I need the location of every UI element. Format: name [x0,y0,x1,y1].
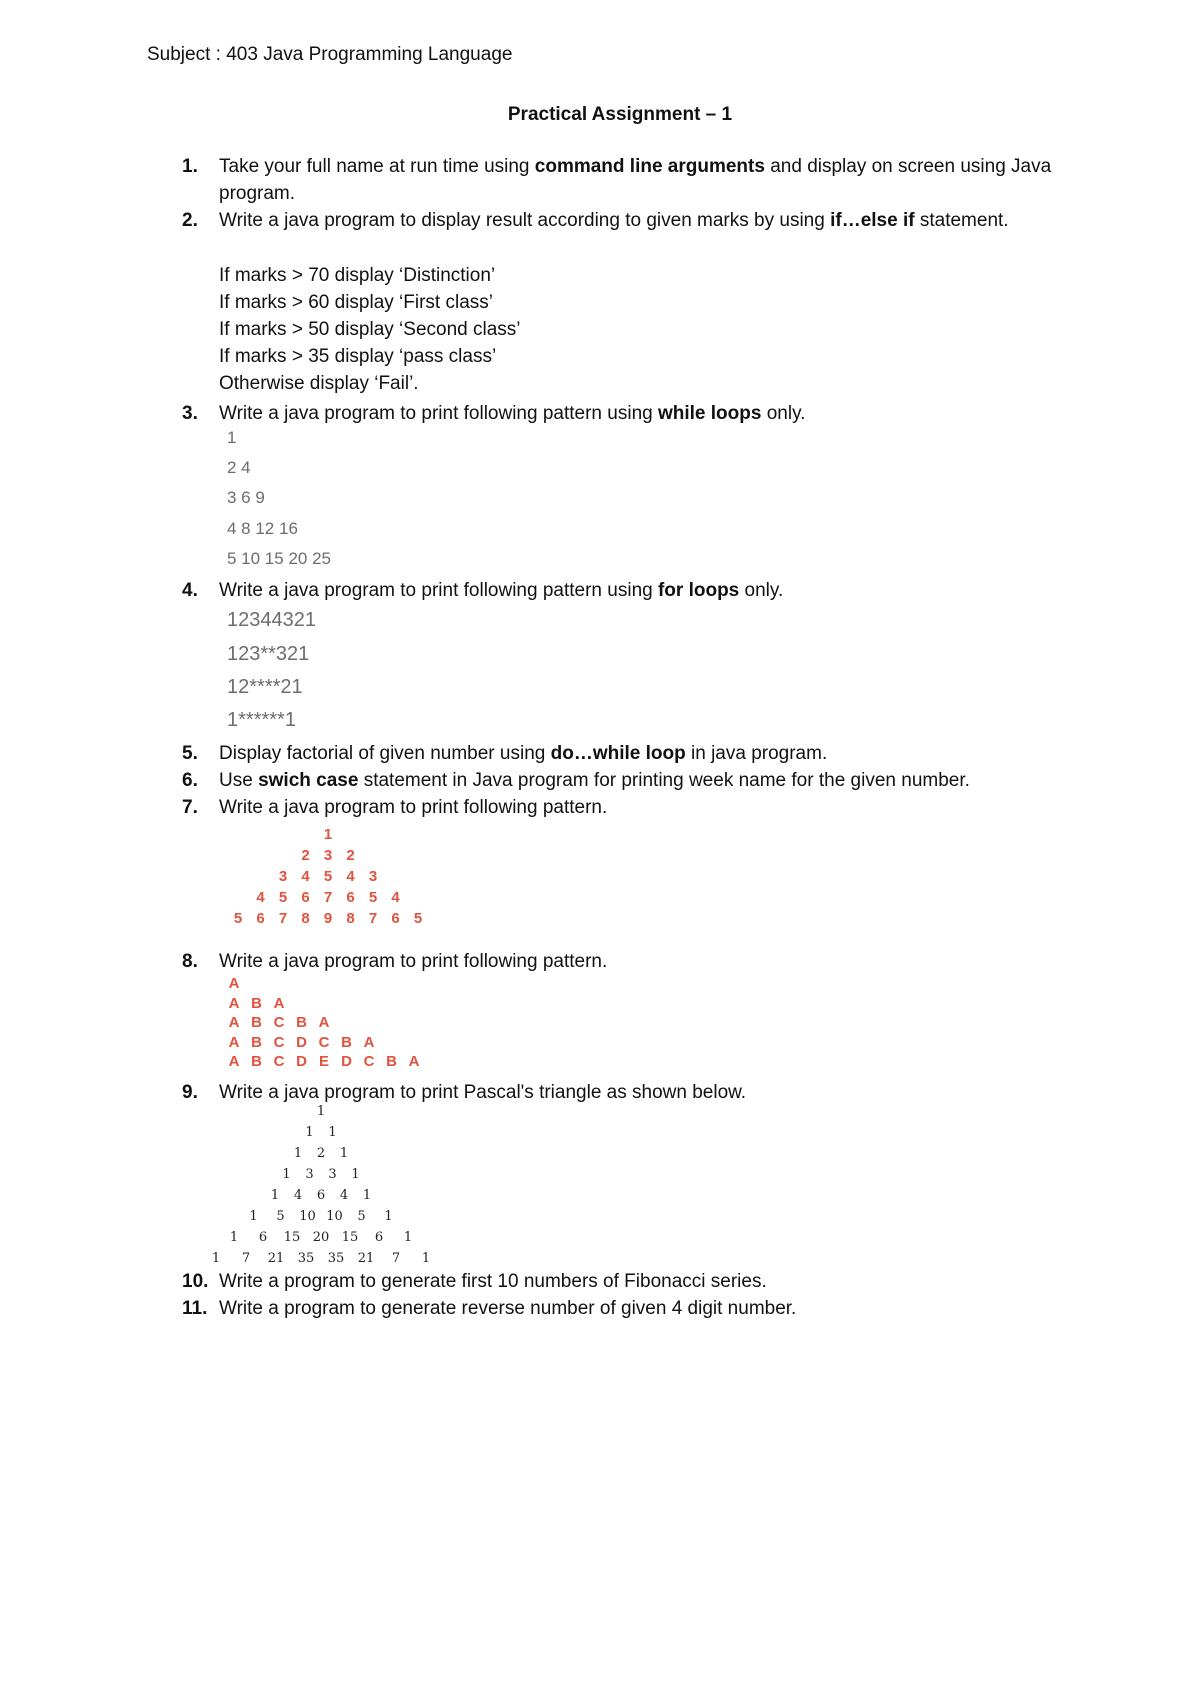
pattern-line: 4 8 12 16 [227,519,298,538]
pattern-line: 1 [227,428,237,447]
pascal-number: 6 [374,1230,384,1245]
pascal-number: 5 [357,1209,366,1224]
pyramid-number: 6 [391,910,400,927]
pyramid-number: 5 [233,910,243,927]
question-text: Display factorial of given number using do…while loop in java program. [219,743,828,764]
pascal-number: 7 [241,1251,251,1266]
pascal-number: 1 [339,1146,349,1161]
pascal-number: 1 [282,1167,291,1182]
pyramid-letter: A [273,994,285,1012]
pascal-number: 1 [421,1251,431,1266]
question-number: 3. [182,403,198,424]
pattern-line: 3 6 9 [227,488,265,507]
pascal-number: 1 [316,1104,326,1119]
pyramid-number: 8 [346,910,355,927]
pyramid-number: 7 [278,910,288,927]
pyramid-letter: B [251,1033,262,1051]
pattern-line: 123**321 [227,643,310,665]
pyramid-number: 7 [368,910,378,927]
pascal-number: 6 [316,1188,326,1203]
question-text: Write a java program to print following pattern. [219,951,608,972]
pyramid-number: 2 [346,847,355,864]
pascal-number: 1 [328,1125,337,1140]
pyramid-letter: D [341,1053,352,1070]
page-title: Practical Assignment – 1 [507,104,733,125]
pyramid-number: 3 [368,868,378,885]
pyramid-number: 4 [346,868,355,885]
condition-line: If marks > 50 display ‘Second class’ [219,319,521,340]
pyramid-number: 5 [368,889,378,906]
question-number: 7. [182,797,198,818]
pyramid-letter: A [228,994,240,1012]
pyramid-letter: D [296,1053,307,1070]
pyramid-number: 5 [323,868,333,885]
pattern-line: 2 4 [227,458,251,477]
condition-line: If marks > 35 display ‘pass class’ [219,346,497,367]
pyramid-number: 4 [301,868,310,885]
pyramid-letter: B [386,1053,397,1070]
pyramid-letter: C [318,1033,330,1051]
condition-line: If marks > 70 display ‘Distinction’ [219,265,496,286]
subject-line: Subject : 403 Java Programming Language [147,44,513,65]
pascal-number: 3 [305,1167,314,1182]
question-text: Take your full name at run time using command line arguments and display on screen using Java program. [219,156,1052,204]
pascal-number: 21 [357,1251,375,1266]
pyramid-letter: A [408,1053,420,1070]
pyramid-letter: C [273,1033,285,1051]
pyramid-number: 6 [256,910,265,927]
pascal-number: 20 [312,1230,330,1245]
pascal-number: 35 [297,1251,315,1266]
pascal-number: 1 [362,1188,372,1203]
pascal-number: 1 [270,1188,280,1203]
pyramid-letter: D [296,1033,307,1051]
pyramid-number: 1 [323,826,333,843]
pattern-line: 12****21 [227,676,303,698]
question-text: Write a java program to print following pattern. [219,797,608,818]
pyramid-number: 2 [301,847,310,864]
pyramid-letter: A [318,1014,330,1031]
pascal-number: 1 [229,1230,239,1245]
pascal-number: 1 [351,1167,360,1182]
question-text: Write a program to generate reverse number of given 4 digit number. [219,1298,797,1319]
pascal-number: 3 [328,1167,337,1182]
question-number: 6. [182,770,198,791]
pyramid-letter: B [296,1014,307,1031]
pascal-number: 1 [293,1146,303,1161]
pattern-line: 1******1 [227,709,296,731]
question-number: 10. [182,1271,209,1292]
question-number: 9. [182,1082,198,1103]
pascal-number: 15 [341,1230,359,1245]
pyramid-number: 8 [301,910,310,927]
pyramid-number: 3 [323,847,333,864]
pyramid-number: 5 [413,910,423,927]
question-text: Use swich case statement in Java program for printing week name for the given number. [219,770,970,791]
pyramid-letter: B [251,994,262,1012]
pascal-number: 4 [339,1188,349,1203]
pascal-number: 1 [384,1209,393,1224]
pascal-number: 21 [267,1251,285,1266]
pyramid-number: 4 [391,889,400,906]
question-number: 5. [182,743,198,764]
pyramid-number: 4 [256,889,265,906]
pyramid-letter: C [273,1053,285,1070]
condition-line: If marks > 60 display ‘First class’ [219,292,493,313]
question-text: Write a java program to print following pattern using for loops only. [219,580,784,601]
pascal-number: 1 [211,1251,221,1266]
pyramid-letter: A [228,1053,240,1070]
pascal-number: 15 [283,1230,301,1245]
question-number: 2. [182,210,198,231]
question-number: 8. [182,951,198,972]
pyramid-letter: C [363,1053,375,1070]
question-number: 11. [182,1298,208,1319]
condition-line: Otherwise display ‘Fail’. [219,373,419,394]
pyramid-number: 7 [323,889,333,906]
pyramid-number: 6 [301,889,310,906]
pascal-number: 1 [249,1209,258,1224]
pascal-number: 5 [276,1209,285,1224]
pattern-line: 5 10 15 20 25 [227,549,331,568]
pyramid-letter: A [228,1033,240,1051]
question-text: Write a java program to print Pascal's triangle as shown below. [219,1082,747,1103]
pascal-number: 10 [326,1209,343,1224]
pascal-number: 1 [305,1125,314,1140]
pascal-number: 6 [258,1230,268,1245]
pyramid-letter: A [228,1014,240,1031]
pyramid-letter: C [273,1014,285,1031]
pyramid-number: 3 [278,868,288,885]
pascal-number: 1 [403,1230,413,1245]
pascal-number: 2 [316,1146,326,1161]
pyramid-number: 6 [346,889,355,906]
pascal-number: 10 [299,1209,316,1224]
pyramid-letter: E [318,1053,329,1070]
pyramid-letter: A [228,975,240,992]
pyramid-number: 9 [323,910,333,927]
question-number: 1. [182,156,198,177]
question-number: 4. [182,580,198,601]
pyramid-letter: B [341,1033,352,1051]
pascal-number: 7 [391,1251,401,1266]
pyramid-letter: B [251,1014,262,1031]
pattern-line: 12344321 [227,609,316,631]
question-text: Write a java program to display result according to given marks by using if…else if statement. [219,210,1009,231]
question-text: Write a program to generate first 10 numbers of Fibonacci series. [219,1271,767,1292]
pyramid-letter: A [363,1033,375,1051]
question-text: Write a java program to print following pattern using while loops only. [219,403,806,424]
pascal-number: 35 [327,1251,345,1266]
pyramid-letter: B [251,1053,262,1070]
pyramid-number: 5 [278,889,288,906]
pascal-number: 4 [293,1188,303,1203]
